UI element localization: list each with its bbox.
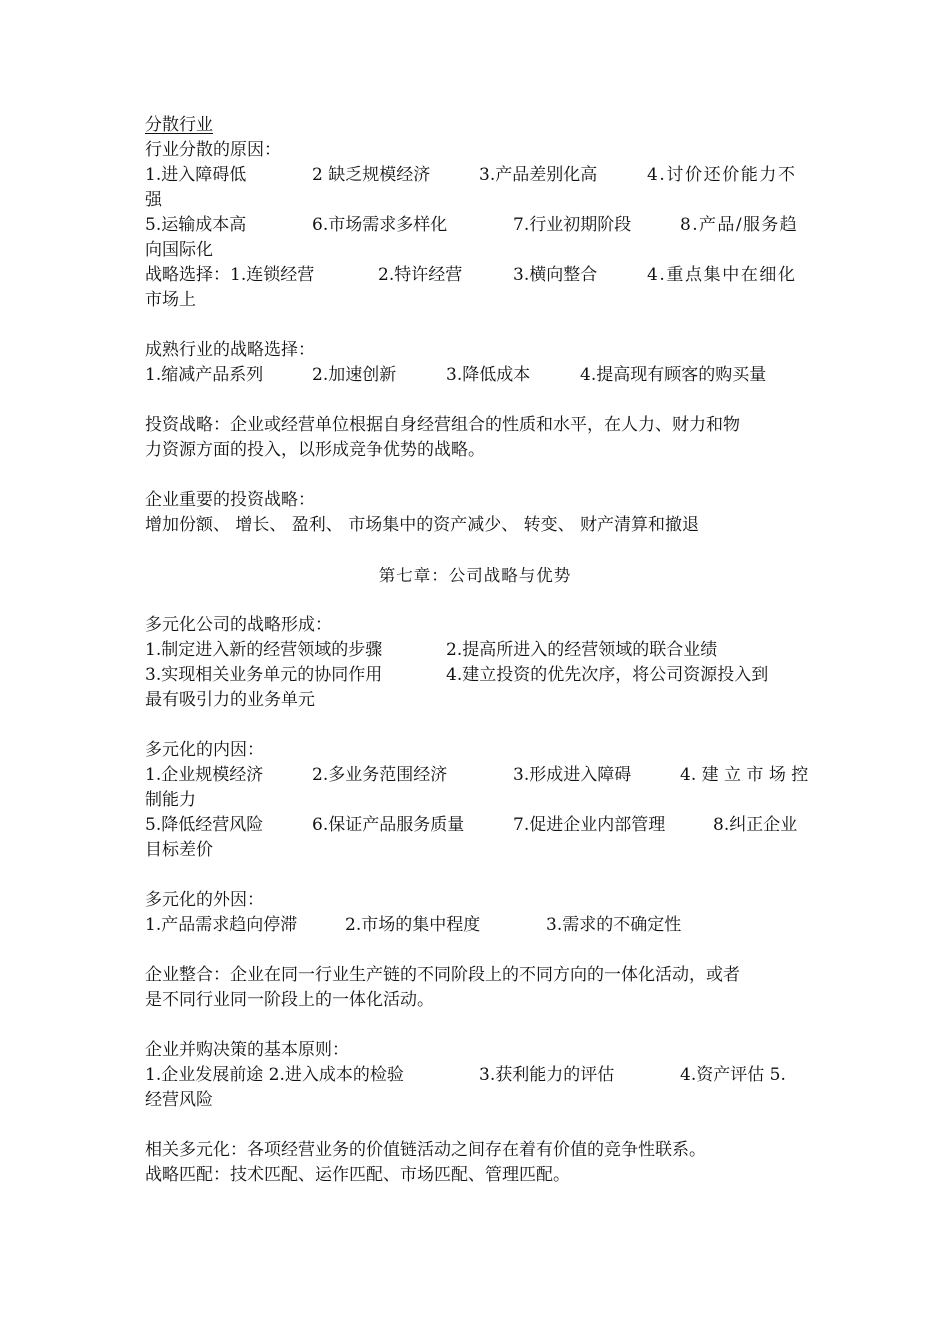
reason-2: 2 缺乏规模经济	[312, 165, 431, 185]
merger-principle-5-continued: 经营风险	[145, 1090, 213, 1110]
mature-item-1: 1.缩减产品系列	[145, 365, 264, 385]
reason-8: 8.产品/服务趋	[680, 215, 799, 235]
reason-6: 6.市场需求多样化	[312, 215, 448, 235]
reason-4-continued: 强	[145, 190, 162, 210]
integration-definition-line-2: 是不同行业同一阶段上的一体化活动。	[145, 990, 434, 1010]
strategy-3: 3.横向整合	[513, 265, 598, 285]
chapter-title: 第七章：公司战略与优势	[378, 566, 572, 585]
diversified-item-1: 1.制定进入新的经营领域的步骤	[145, 640, 383, 660]
internal-cause-2: 2.多业务范围经济	[312, 765, 448, 785]
internal-cause-8-continued: 目标差价	[145, 840, 213, 860]
external-cause-1: 1.产品需求趋向停滞	[145, 915, 298, 935]
merger-principles-heading: 企业并购决策的基本原则：	[145, 1040, 349, 1060]
reason-5: 5.运输成本高	[145, 215, 247, 235]
internal-cause-7: 7.促进企业内部管理	[513, 815, 666, 835]
internal-cause-4: 4. 建 立 市 场 控	[680, 765, 809, 785]
reason-4: 4.讨价还价能力不	[647, 165, 797, 185]
mature-item-2: 2.加速创新	[312, 365, 397, 385]
external-causes-heading: 多元化的外因：	[145, 890, 264, 910]
diversified-item-4-continued: 最有吸引力的业务单元	[145, 690, 315, 710]
strategy-4: 4.重点集中在细化	[647, 265, 797, 285]
investment-definition-line-2: 力资源方面的投入，以形成竞争优势的战略。	[145, 440, 485, 460]
internal-cause-5: 5.降低经营风险	[145, 815, 264, 835]
strategy-2: 2.特许经营	[378, 265, 463, 285]
strategy-4-continued: 市场上	[145, 290, 196, 310]
strategic-fit-definition: 战略匹配：技术匹配、运作匹配、市场匹配、管理匹配。	[145, 1165, 570, 1185]
internal-cause-6: 6.保证产品服务质量	[312, 815, 465, 835]
internal-cause-4-continued: 制能力	[145, 790, 196, 810]
reason-7: 7.行业初期阶段	[513, 215, 632, 235]
external-cause-3: 3.需求的不确定性	[546, 915, 682, 935]
reasons-heading: 行业分散的原因：	[145, 140, 281, 160]
section-title-fragmented-industry: 分散行业	[145, 115, 213, 135]
mature-item-3: 3.降低成本	[446, 365, 531, 385]
mature-industry-heading: 成熟行业的战略选择：	[145, 340, 315, 360]
diversified-strategy-heading: 多元化公司的战略形成：	[145, 615, 332, 635]
merger-principle-3: 3.获利能力的评估	[479, 1065, 615, 1085]
internal-causes-heading: 多元化的内因：	[145, 740, 264, 760]
strategy-1: 战略选择：1.连锁经营	[145, 265, 315, 285]
merger-principle-4: 4.资产评估 5.	[680, 1065, 786, 1085]
diversified-item-2: 2.提高所进入的经营领域的联合业绩	[446, 640, 718, 660]
internal-cause-3: 3.形成进入障碍	[513, 765, 632, 785]
internal-cause-1: 1.企业规模经济	[145, 765, 264, 785]
merger-principle-1-2: 1.企业发展前途 2.进入成本的检验	[145, 1065, 404, 1085]
reason-1: 1.进入障碍低	[145, 165, 247, 185]
key-investment-list: 增加份额、 增长、 盈利、 市场集中的资产减少、 转变、 财产清算和撤退	[145, 515, 700, 535]
investment-definition-line-1: 投资战略：企业或经营单位根据自身经营组合的性质和水平，在人力、财力和物	[145, 415, 740, 435]
reason-3: 3.产品差别化高	[479, 165, 598, 185]
diversified-item-4: 4.建立投资的优先次序，将公司资源投入到	[446, 665, 769, 685]
internal-cause-8: 8.纠正企业	[713, 815, 798, 835]
integration-definition-line-1: 企业整合：企业在同一行业生产链的不同阶段上的不同方向的一体化活动，或者	[145, 965, 740, 985]
related-diversification-definition: 相关多元化：各项经营业务的价值链活动之间存在着有价值的竞争性联系。	[145, 1140, 706, 1160]
diversified-item-3: 3.实现相关业务单元的协同作用	[145, 665, 383, 685]
external-cause-2: 2.市场的集中程度	[345, 915, 481, 935]
key-investment-heading: 企业重要的投资战略：	[145, 490, 315, 510]
mature-item-4: 4.提高现有顾客的购买量	[580, 365, 767, 385]
reason-8-continued: 向国际化	[145, 240, 213, 260]
